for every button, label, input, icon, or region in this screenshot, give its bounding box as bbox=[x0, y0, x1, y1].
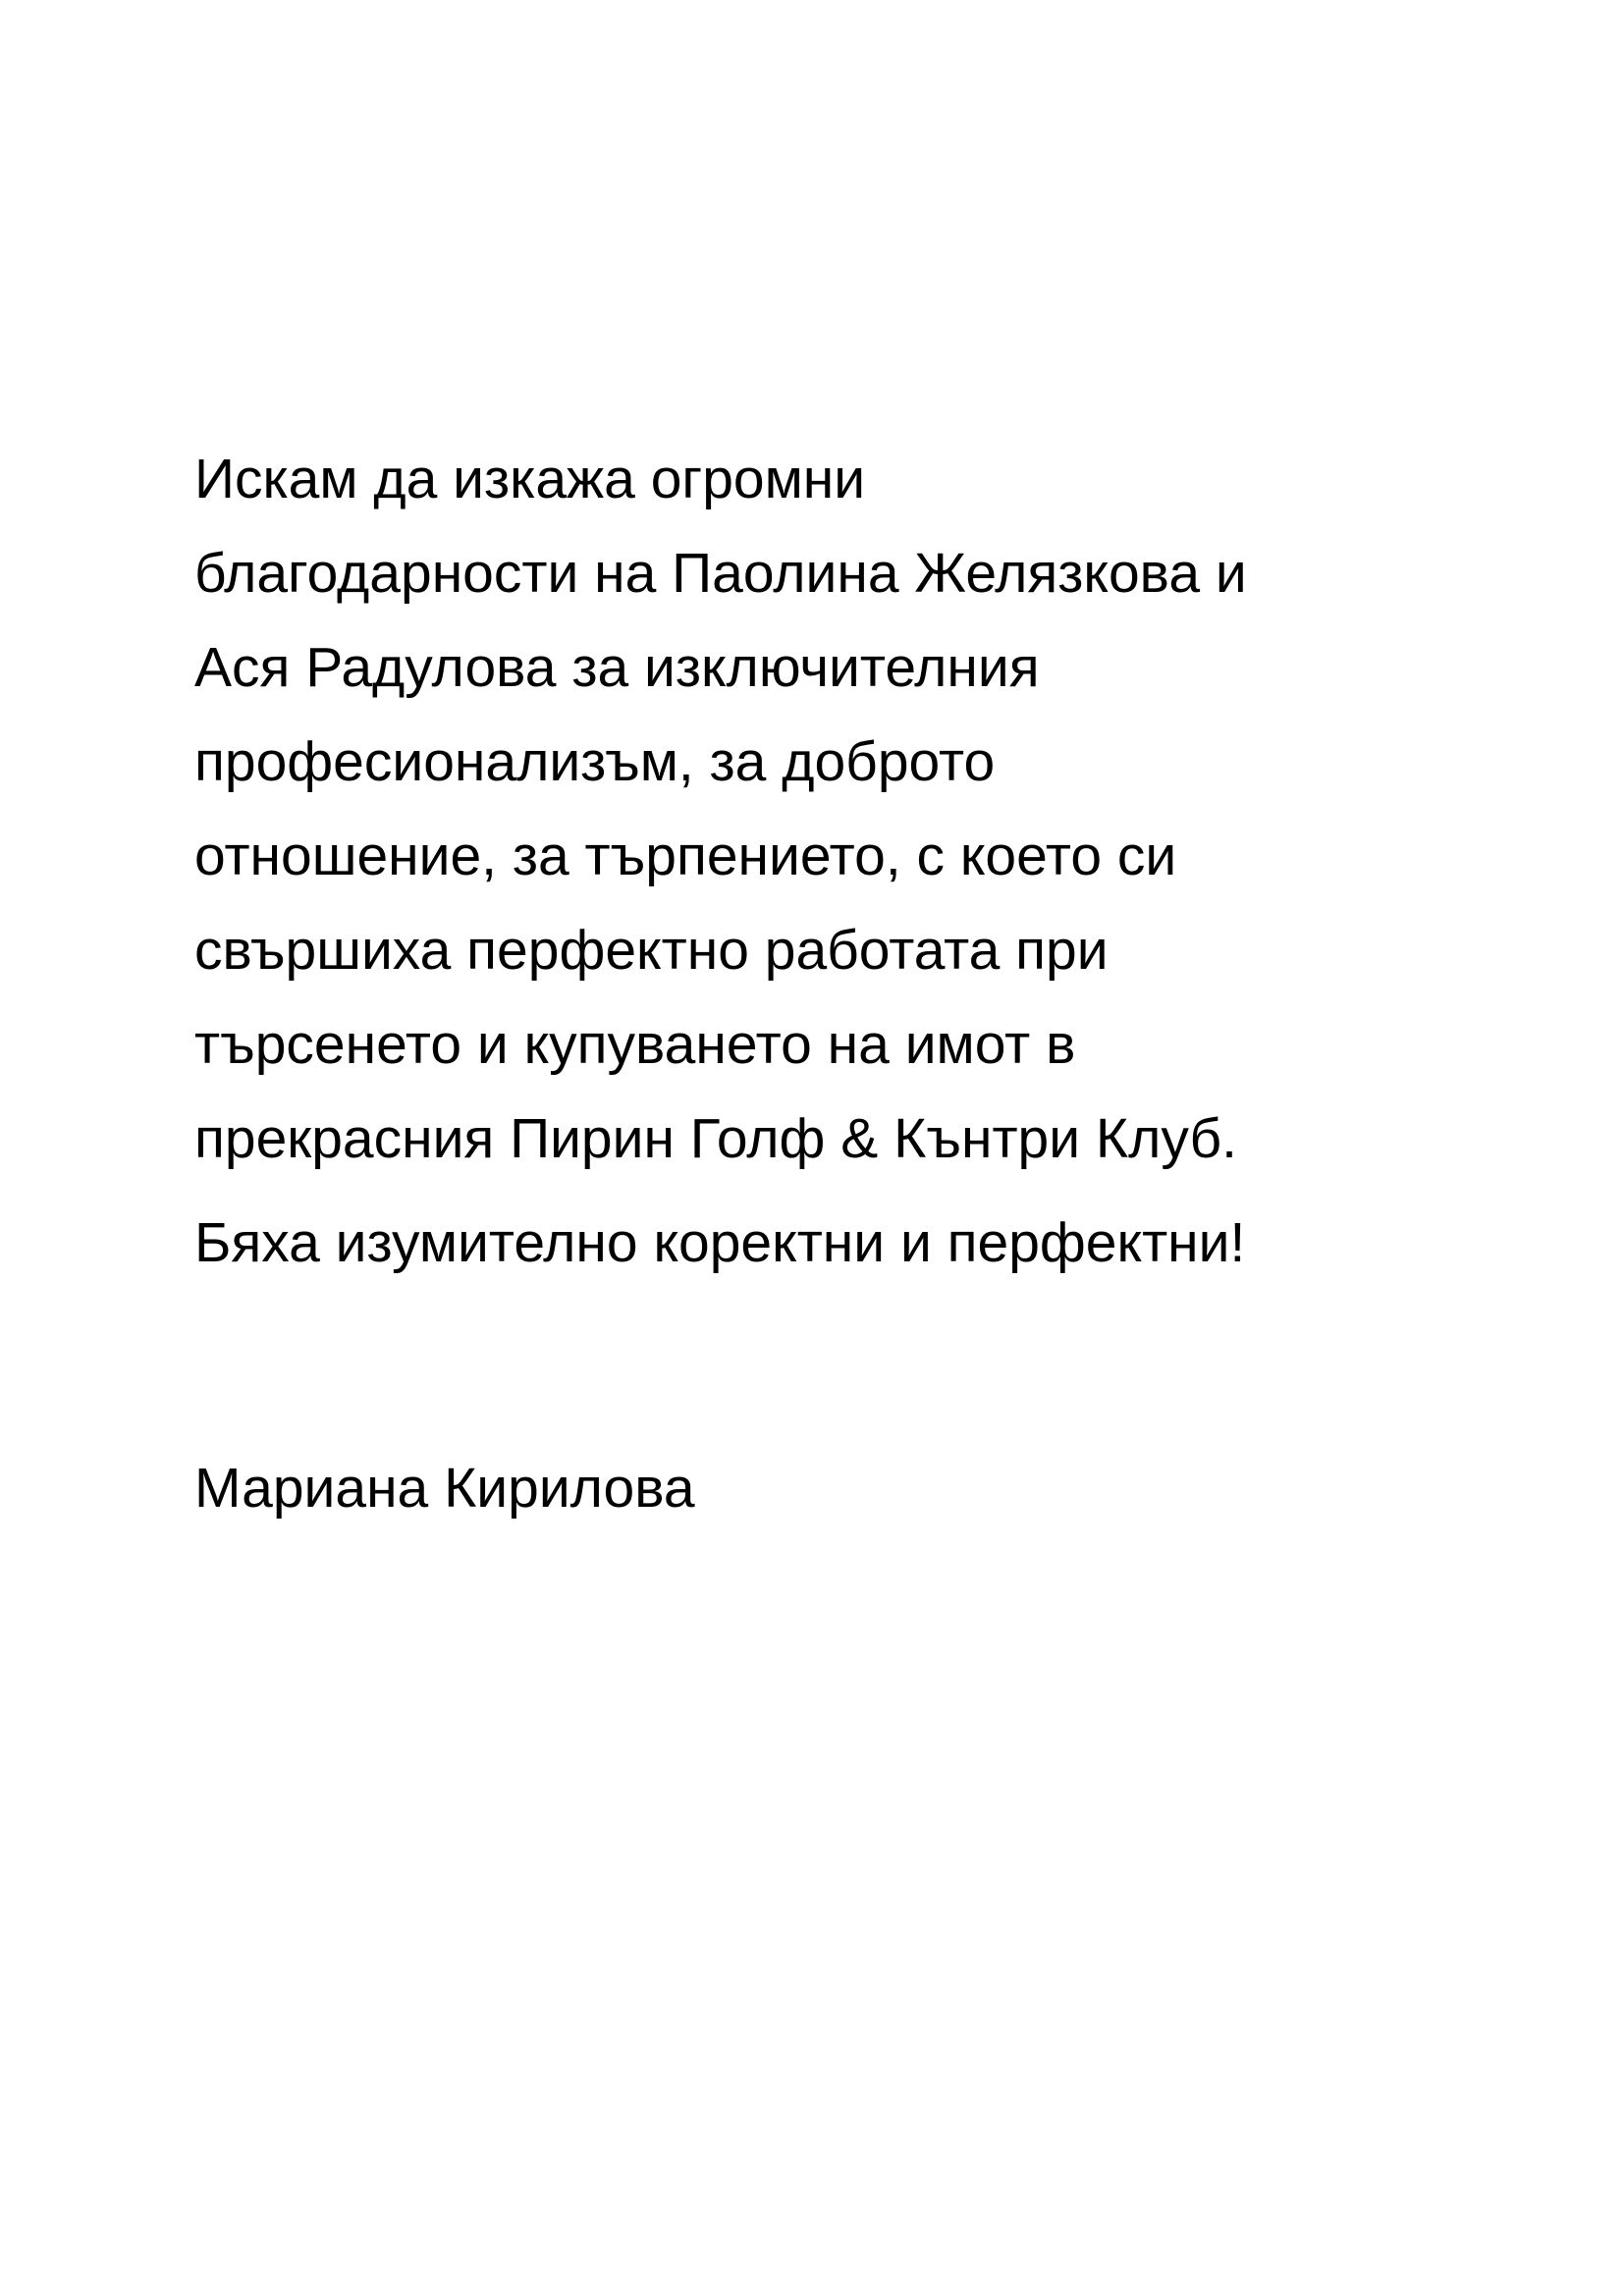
signature-name: Мариана Кирилова bbox=[194, 1457, 695, 1520]
closing-paragraph bbox=[194, 1196, 1471, 1290]
closing-line: Бяха изумително коректни и перфектни! bbox=[194, 1211, 1246, 1274]
body-line: професионализъм, за доброто bbox=[194, 730, 996, 793]
letter-text bbox=[194, 432, 1471, 1535]
body-line: Ася Радулова за изключителния bbox=[194, 636, 1040, 699]
body-line: отношение, за търпението, с което си bbox=[194, 825, 1177, 887]
body-line: свършиха перфектно работата при bbox=[194, 919, 1109, 982]
body-line: Искам да изкажа огромни bbox=[194, 448, 866, 510]
body-line: търсенето и купуването на имот в bbox=[194, 1013, 1076, 1076]
signature bbox=[194, 1441, 1471, 1535]
body-line: прекрасния Пирин Голф & Кънтри Клуб. bbox=[194, 1107, 1238, 1170]
letter-body-paragraph bbox=[194, 432, 1471, 1186]
body-line: благодарности на Паолина Желязкова и bbox=[194, 542, 1247, 605]
